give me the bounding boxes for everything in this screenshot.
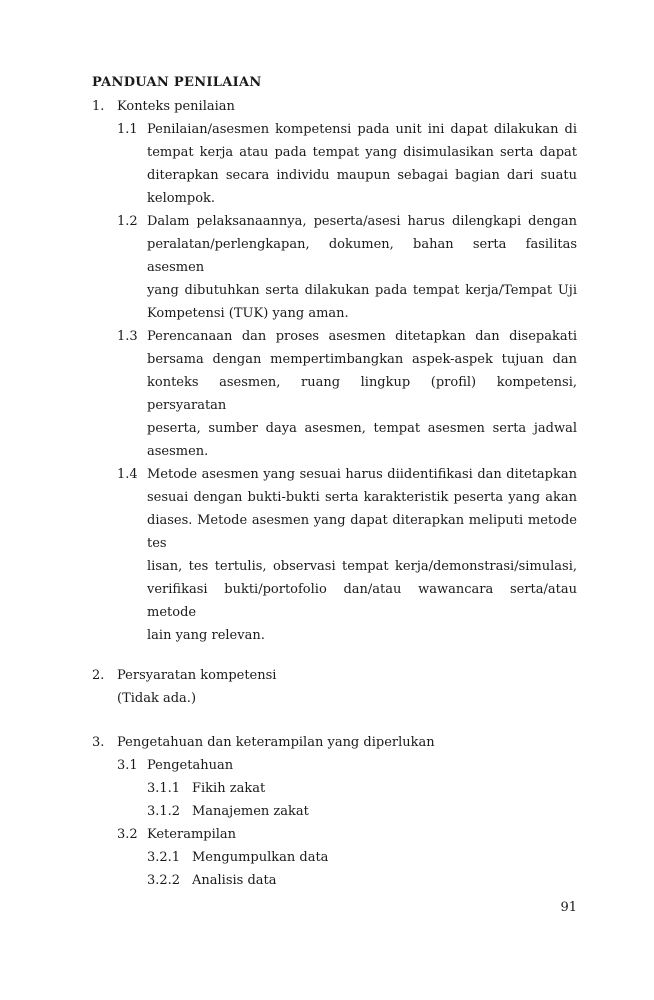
clause-number: 1.3 [117,329,138,344]
clause-line: Kompetensi (TUK) yang aman. [147,306,349,321]
item-analisis-data [92,869,577,892]
item-label: Analisis data [192,873,277,888]
subsection-number: 3.2 [117,827,138,842]
subsection-keterampilan [92,823,577,846]
clause-line: peserta, sumber daya asesmen, tempat asesmen serta jadwal [147,421,577,436]
section-heading-row [92,664,577,687]
item-number: 3.1.1 [147,781,181,796]
clause-line: asesmen. [147,444,209,459]
subsection-pengetahuan [92,754,577,777]
clause-number: 1.2 [117,214,138,229]
clause-1-4 [92,463,577,647]
item-number: 3.2.1 [147,850,181,865]
item-label: Mengumpulkan data [192,850,329,865]
clause-line: verifikasi bukti/portofolio dan/atau wawancara serta/atau metode [147,582,577,620]
section-heading: Konteks penilaian [117,99,235,114]
page-title: PANDUAN PENILAIAN [92,75,262,90]
clause-line: Dalam pelaksanaannya, peserta/asesi harus dilengkapi dengan [147,214,577,229]
clause-line: Metode asesmen yang sesuai harus diidentifikasi dan ditetapkan [147,467,577,482]
section-number: 2. [92,668,105,683]
page-number: 91 [560,900,577,915]
item-manajemen-zakat [92,800,577,823]
section-note: (Tidak ada.) [117,691,197,706]
note-spacer [92,687,117,710]
clause-line: Perencanaan dan proses asesmen ditetapkan dan disepakati [147,329,577,344]
section-number: 3. [92,735,105,750]
subsection-label: Keterampilan [147,827,237,842]
section-heading-row [92,731,577,754]
item-number: 3.1.2 [147,804,181,819]
document-content [92,71,577,892]
clause-1-1 [92,118,577,210]
clause-line: lain yang relevan. [147,628,265,643]
item-label: Manajemen zakat [192,804,309,819]
clause-paragraph [147,118,577,210]
clause-number: 1.4 [117,467,138,482]
clause-line: konteks asesmen, ruang lingkup (profil) kompetensi, persyaratan [147,375,577,413]
section-persyaratan-kompetensi [92,664,577,710]
clause-1-2 [92,210,577,325]
clause-paragraph [147,325,577,463]
clause-line: diases. Metode asesmen yang dapat diterapkan meliputi metode tes [147,513,577,551]
section-number: 1. [92,99,105,114]
clause-line: tempat kerja atau pada tempat yang disimulasikan serta dapat [147,145,577,160]
section-konteks-penilaian [92,95,577,647]
item-fikih-zakat [92,777,577,800]
section-pengetahuan-keterampilan [92,731,577,892]
clause-line: diterapkan secara individu maupun sebagai bagian dari suatu [147,168,577,183]
item-number: 3.2.2 [147,873,181,888]
section-heading: Persyaratan kompetensi [117,668,277,683]
clause-line: lisan, tes tertulis, observasi tempat kerja/demonstrasi/simulasi, [147,559,577,574]
clause-line: sesuai dengan bukti-bukti serta karakteristik peserta yang akan [147,490,577,505]
section-heading: Pengetahuan dan keterampilan yang diperlukan [117,735,435,750]
section-note-row [92,687,577,710]
subsection-label: Pengetahuan [147,758,234,773]
subsection-number: 3.1 [117,758,138,773]
clause-line: kelompok. [147,191,216,206]
clause-1-3 [92,325,577,463]
item-mengumpulkan-data [92,846,577,869]
clause-line: bersama dengan mempertimbangkan aspek-aspek tujuan dan [147,352,577,367]
clause-number: 1.1 [117,122,138,137]
clause-line: peralatan/perlengkapan, dokumen, bahan serta fasilitas asesmen [147,237,577,275]
clause-line: yang dibutuhkan serta dilakukan pada tempat kerja/Tempat Uji [147,283,577,298]
item-label: Fikih zakat [192,781,266,796]
clause-paragraph [147,210,577,325]
clause-paragraph [147,463,577,647]
section-heading-row [92,95,577,118]
clause-line: Penilaian/asesmen kompetensi pada unit ini dapat dilakukan di [147,122,577,137]
